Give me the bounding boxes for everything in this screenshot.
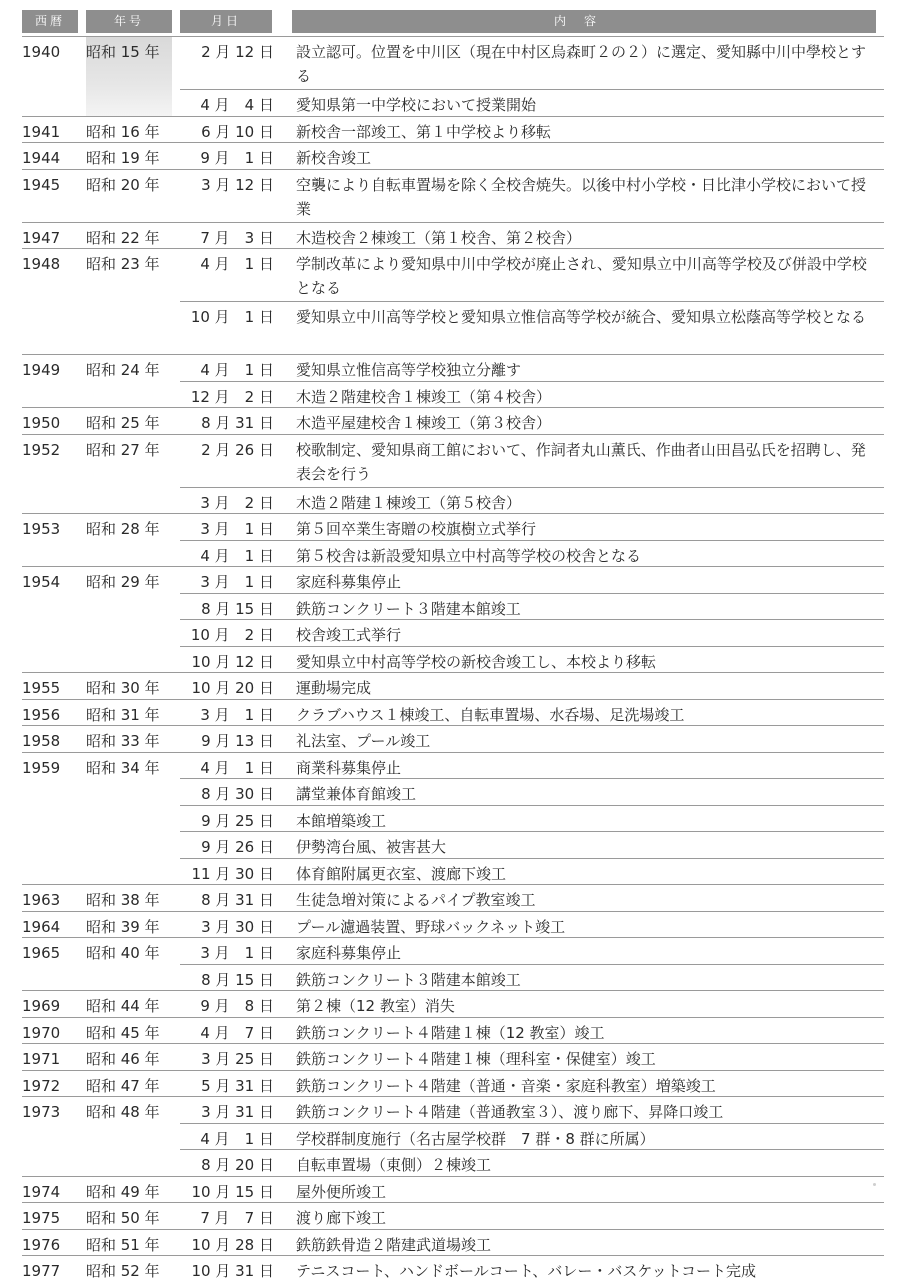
content-cell: 講堂兼体育館竣工 — [296, 785, 417, 803]
row-separator — [180, 646, 884, 647]
row-separator — [22, 36, 884, 37]
year-cell: 1950 — [22, 414, 61, 432]
content-cell: 鉄筋コンクリート４階建（普通教室３）、渡り廊下、昇降口竣工 — [296, 1103, 724, 1121]
year-cell: 1970 — [22, 1023, 61, 1042]
row-separator — [22, 1255, 884, 1256]
date-cell: 3 月 1 日 — [200, 705, 274, 724]
content-cell: 鉄筋コンクリート４階建１棟（12 教室）竣工 — [296, 1023, 605, 1042]
row-separator — [180, 593, 884, 594]
date-cell: 11 月 30 日 — [191, 864, 274, 883]
content-cell: プール濾過装置、野球バックネット竣工 — [296, 917, 566, 936]
row-separator — [22, 699, 884, 700]
date-cell: 4 月 1 日 — [200, 361, 274, 379]
content-cell: 新校舎竣工 — [296, 149, 372, 167]
year-cell: 1947 — [22, 228, 61, 247]
date-cell: 10 月 20 日 — [191, 679, 274, 697]
year-cell: 1965 — [22, 944, 61, 962]
row-separator — [22, 1070, 884, 1071]
date-cell: 4 月 1 日 — [200, 1129, 274, 1148]
row-separator — [180, 858, 884, 859]
era-cell: 昭和 44 年 — [86, 997, 160, 1015]
content-cell: 家庭科募集停止 — [296, 944, 402, 962]
content-cell: 木造２階建校舎１棟竣工（第４校舎） — [296, 387, 552, 406]
content-cell: 新校舎一部竣工、第１中学校より移転 — [296, 122, 552, 141]
page-speck — [873, 1183, 876, 1186]
date-cell: 3 月 2 日 — [200, 493, 274, 512]
year-cell: 1941 — [22, 122, 61, 141]
row-separator — [180, 619, 884, 620]
content-cell: 木造２階建１棟竣工（第５校舎） — [296, 493, 522, 512]
date-cell: 4 月 1 日 — [200, 758, 274, 777]
content-cell: 鉄筋コンクリート４階建１棟（理科室・保健室）竣工 — [296, 1050, 656, 1068]
row-separator — [22, 1017, 884, 1018]
year-cell: 1953 — [22, 520, 61, 538]
row-separator — [22, 513, 884, 514]
date-cell: 5 月 31 日 — [201, 1076, 274, 1095]
row-separator — [180, 805, 884, 806]
row-separator — [180, 1149, 884, 1150]
era-cell: 昭和 50 年 — [86, 1209, 160, 1227]
content-cell: 礼法室、プール竣工 — [296, 732, 431, 750]
date-cell: 3 月 1 日 — [200, 520, 274, 538]
era-cell: 昭和 25 年 — [86, 414, 160, 432]
content-cell: 設立認可。位置を中川区（現在中村区烏森町２の２）に選定、愛知縣中川中學校とする — [296, 43, 867, 85]
era-cell: 昭和 27 年 — [86, 440, 160, 459]
year-cell: 1948 — [22, 255, 61, 273]
year-cell: 1940 — [22, 43, 61, 61]
era-cell: 昭和 46 年 — [86, 1050, 160, 1068]
date-cell: 7 月 3 日 — [200, 228, 274, 247]
year-cell: 1958 — [22, 732, 61, 750]
date-cell: 12 月 2 日 — [190, 387, 274, 406]
era-cell: 昭和 20 年 — [86, 175, 160, 194]
date-cell: 6 月 10 日 — [201, 122, 274, 141]
row-separator — [22, 1176, 884, 1177]
era-cell: 昭和 23 年 — [86, 255, 160, 273]
row-separator — [180, 540, 884, 541]
content-cell: 自転車置場（東側）２棟竣工 — [296, 1156, 492, 1174]
date-cell: 10 月 15 日 — [191, 1182, 274, 1201]
date-cell: 3 月 25 日 — [201, 1050, 274, 1068]
content-cell: 本館増築竣工 — [296, 811, 387, 830]
header-content: 内容 — [292, 10, 876, 33]
year-cell: 1975 — [22, 1209, 61, 1227]
date-cell: 3 月 1 日 — [200, 573, 274, 591]
row-separator — [22, 911, 884, 912]
row-separator — [22, 142, 884, 143]
content-cell: 家庭科募集停止 — [296, 573, 402, 591]
date-cell: 9 月 13 日 — [201, 732, 274, 750]
year-cell: 1972 — [22, 1076, 61, 1095]
row-separator — [22, 1096, 884, 1097]
row-separator — [180, 381, 884, 382]
content-cell: テニスコート、ハンドボールコート、バレー・バスケットコート完成 — [296, 1262, 757, 1280]
date-cell: 10 月 12 日 — [191, 652, 274, 671]
content-cell: 鉄筋鉄骨造２階建武道場竣工 — [296, 1235, 492, 1254]
content-cell: 愛知県第一中学校において授業開始 — [296, 96, 537, 114]
era-cell: 昭和 38 年 — [86, 891, 160, 909]
date-cell: 8 月 15 日 — [201, 970, 274, 989]
year-cell: 1949 — [22, 361, 61, 379]
date-cell: 10 月 1 日 — [190, 308, 274, 326]
row-separator — [180, 964, 884, 965]
year-cell: 1974 — [22, 1182, 61, 1201]
content-cell: 校舎竣工式挙行 — [296, 626, 402, 644]
header-era-name: 年号 — [86, 10, 172, 33]
date-cell: 9 月 1 日 — [200, 149, 274, 167]
date-cell: 4 月 1 日 — [200, 255, 274, 273]
content-cell: 第５校舎は新設愛知県立中村高等学校の校舎となる — [296, 546, 642, 565]
content-cell: クラブハウス１棟竣工、自転車置場、水呑場、足洗場竣工 — [296, 705, 685, 724]
year-cell: 1956 — [22, 705, 61, 724]
row-separator — [22, 752, 884, 753]
era-cell: 昭和 16 年 — [86, 122, 160, 141]
content-cell: 空襲により自転車置場を除く全校舎焼失。以後中村小学校・日比津小学校において授業 — [296, 175, 867, 218]
era-cell: 昭和 34 年 — [86, 758, 160, 777]
content-cell: 鉄筋コンクリート４階建（普通・音楽・家庭科教室）増築竣工 — [296, 1076, 716, 1095]
date-cell: 9 月 26 日 — [201, 838, 274, 856]
content-cell: 第２棟（12 教室）消失 — [296, 997, 455, 1015]
date-cell: 2 月 26 日 — [201, 440, 274, 459]
content-cell: 愛知県立中川高等学校と愛知県立惟信高等学校が統合、愛知県立松蔭高等学校となる — [296, 308, 867, 326]
year-cell: 1955 — [22, 679, 61, 697]
year-cell: 1959 — [22, 758, 61, 777]
date-cell: 8 月 31 日 — [201, 891, 274, 909]
content-cell: 第５回卒業生寄贈の校旗樹立式挙行 — [296, 520, 537, 538]
date-cell: 4 月 4 日 — [200, 96, 274, 114]
era-cell: 昭和 30 年 — [86, 679, 160, 697]
row-separator — [22, 407, 884, 408]
year-cell: 1944 — [22, 149, 61, 167]
row-separator — [22, 169, 884, 170]
date-cell: 7 月 7 日 — [200, 1209, 274, 1227]
row-separator — [22, 434, 884, 435]
row-separator — [180, 1123, 884, 1124]
date-cell: 8 月 31 日 — [201, 414, 274, 432]
row-separator — [22, 248, 884, 249]
content-cell: 学制改革により愛知県中川中学校が廃止され、愛知県立中川高等学校及び併設中学校となる — [296, 255, 867, 297]
date-cell: 10 月 31 日 — [191, 1262, 274, 1280]
content-cell: 鉄筋コンクリート３階建本館竣工 — [296, 599, 521, 618]
row-separator — [22, 1202, 884, 1203]
era-cell: 昭和 39 年 — [86, 917, 160, 936]
row-separator — [180, 89, 884, 90]
era-cell: 昭和 51 年 — [86, 1235, 160, 1254]
year-cell: 1963 — [22, 891, 61, 909]
year-cell: 1945 — [22, 175, 61, 194]
content-cell: 生徒急増対策によるパイプ教室竣工 — [296, 891, 536, 909]
year-cell: 1969 — [22, 997, 61, 1015]
date-cell: 9 月 8 日 — [200, 997, 274, 1015]
era-cell: 昭和 40 年 — [86, 944, 160, 962]
year-cell: 1952 — [22, 440, 61, 459]
content-cell: 伊勢湾台風、被害甚大 — [296, 838, 447, 856]
row-separator — [22, 672, 884, 673]
header-west-year: 西暦 — [22, 10, 78, 33]
era-cell: 昭和 19 年 — [86, 149, 160, 167]
row-separator — [22, 725, 884, 726]
era-cell: 昭和 48 年 — [86, 1103, 160, 1121]
date-cell: 10 月 2 日 — [190, 626, 274, 644]
era-cell: 昭和 24 年 — [86, 361, 160, 379]
era-cell: 昭和 29 年 — [86, 573, 160, 591]
era-cell: 昭和 15 年 — [86, 43, 160, 61]
content-cell: 鉄筋コンクリート３階建本館竣工 — [296, 970, 521, 989]
row-separator — [180, 301, 884, 302]
year-cell: 1971 — [22, 1050, 61, 1068]
content-cell: 愛知県立中村高等学校の新校舎竣工し、本校より移転 — [296, 652, 657, 671]
row-separator — [180, 487, 884, 488]
date-cell: 2 月 12 日 — [201, 43, 274, 61]
content-cell: 運動場完成 — [296, 679, 372, 697]
year-cell: 1977 — [22, 1262, 61, 1280]
date-cell: 9 月 25 日 — [201, 811, 274, 830]
era-cell: 昭和 45 年 — [86, 1023, 160, 1042]
date-cell: 4 月 7 日 — [200, 1023, 274, 1042]
era-cell: 昭和 47 年 — [86, 1076, 160, 1095]
date-cell: 8 月 20 日 — [201, 1156, 274, 1174]
date-cell: 3 月 31 日 — [201, 1103, 274, 1121]
era-cell: 昭和 49 年 — [86, 1182, 160, 1201]
content-cell: 木造校舎２棟竣工（第１校舎、第２校舎） — [296, 228, 582, 247]
row-separator — [22, 1043, 884, 1044]
date-cell: 8 月 15 日 — [201, 599, 274, 618]
row-separator — [22, 116, 884, 117]
era-cell: 昭和 33 年 — [86, 732, 160, 750]
content-cell: 屋外便所竣工 — [296, 1182, 387, 1201]
era-cell: 昭和 31 年 — [86, 705, 160, 724]
content-cell: 商業科募集停止 — [296, 758, 402, 777]
year-cell: 1973 — [22, 1103, 61, 1121]
date-cell: 4 月 1 日 — [200, 546, 274, 565]
content-cell: 愛知県立惟信高等学校独立分離す — [296, 361, 522, 379]
era-cell: 昭和 28 年 — [86, 520, 160, 538]
date-cell: 3 月 30 日 — [201, 917, 274, 936]
row-separator — [22, 354, 884, 355]
year-cell: 1954 — [22, 573, 61, 591]
row-separator — [22, 937, 884, 938]
row-separator — [22, 1229, 884, 1230]
row-separator — [22, 222, 884, 223]
content-cell: 体育館附属更衣室、渡廊下竣工 — [296, 864, 507, 883]
row-separator — [180, 778, 884, 779]
row-separator — [22, 990, 884, 991]
date-cell: 8 月 30 日 — [201, 785, 274, 803]
year-cell: 1964 — [22, 917, 61, 936]
date-cell: 3 月 1 日 — [200, 944, 274, 962]
era-cell: 昭和 22 年 — [86, 228, 160, 247]
content-cell: 学校群制度施行（名古屋学校群 7 群・8 群に所属） — [296, 1129, 655, 1148]
header-date: 月日 — [180, 10, 272, 33]
row-separator — [22, 884, 884, 885]
content-cell: 校歌制定、愛知県商工館において、作詞者丸山薫氏、作曲者山田昌弘氏を招聘し、発表会を行う — [296, 440, 866, 483]
date-cell: 3 月 12 日 — [201, 175, 274, 194]
era-cell: 昭和 52 年 — [86, 1262, 160, 1280]
year-cell: 1976 — [22, 1235, 61, 1254]
content-cell: 渡り廊下竣工 — [296, 1209, 387, 1227]
content-cell: 木造平屋建校舎１棟竣工（第３校舎） — [296, 414, 552, 432]
row-separator — [180, 831, 884, 832]
row-separator — [22, 566, 884, 567]
date-cell: 10 月 28 日 — [191, 1235, 274, 1254]
